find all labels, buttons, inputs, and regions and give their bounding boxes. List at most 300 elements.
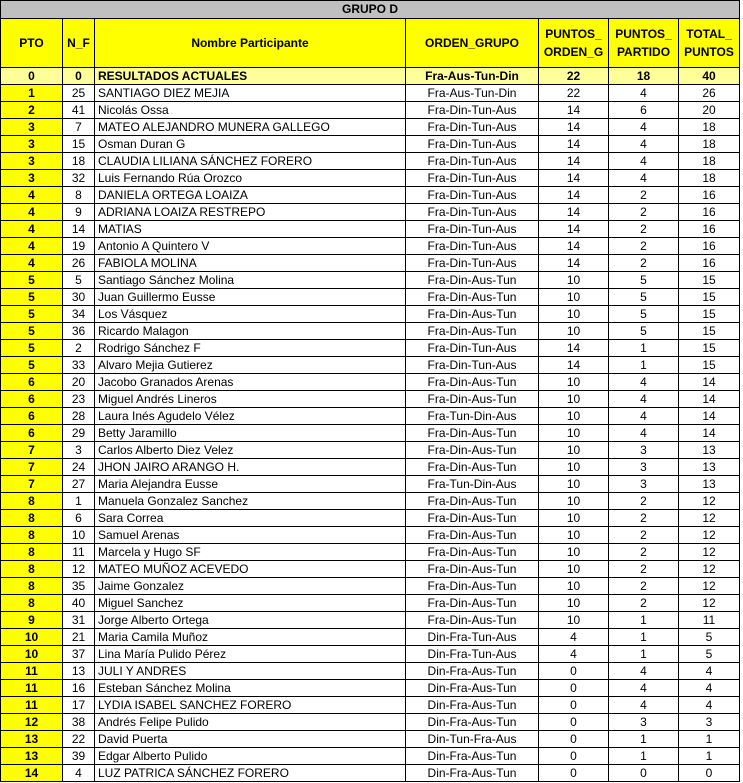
cell-puntos-partido: 4 [609, 425, 679, 442]
cell-nf: 27 [63, 476, 95, 493]
cell-puntos-orden: 10 [539, 323, 609, 340]
cell-orden: Fra-Din-Tun-Aus [406, 255, 539, 272]
cell-orden: Fra-Din-Tun-Aus [406, 119, 539, 136]
cell-orden: Fra-Din-Aus-Tun [406, 374, 539, 391]
cell-name: Samuel Arenas [95, 527, 406, 544]
cell-puntos-orden: 0 [539, 663, 609, 680]
cell-name: CLAUDIA LILIANA SÁNCHEZ FORERO [95, 153, 406, 170]
cell-total: 12 [679, 527, 740, 544]
cell-total: 20 [679, 102, 740, 119]
cell-pto: 3 [1, 170, 63, 187]
cell-name: Miguel Sanchez [95, 595, 406, 612]
cell-orden: Fra-Din-Aus-Tun [406, 578, 539, 595]
cell-puntos-partido: 2 [609, 221, 679, 238]
cell-orden: Fra-Din-Tun-Aus [406, 136, 539, 153]
table-row [1, 170, 740, 187]
cell-pto: 6 [1, 425, 63, 442]
cell-total: 18 [679, 136, 740, 153]
cell-total: 16 [679, 204, 740, 221]
table-row [1, 765, 740, 782]
cell-nf: 39 [63, 748, 95, 765]
table-row [1, 204, 740, 221]
cell-pto: 5 [1, 306, 63, 323]
cell-orden: Fra-Din-Tun-Aus [406, 187, 539, 204]
cell-orden: Fra-Tun-Din-Aus [406, 476, 539, 493]
results-nf: 0 [63, 68, 95, 85]
table-row [1, 561, 740, 578]
cell-total: 14 [679, 408, 740, 425]
cell-puntos-orden: 10 [539, 425, 609, 442]
cell-name: Maria Alejandra Eusse [95, 476, 406, 493]
cell-name: JULI Y ANDRES [95, 663, 406, 680]
cell-orden: Fra-Din-Aus-Tun [406, 289, 539, 306]
cell-pto: 7 [1, 476, 63, 493]
cell-name: Ricardo Malagon [95, 323, 406, 340]
cell-orden: Fra-Din-Tun-Aus [406, 357, 539, 374]
table-row [1, 340, 740, 357]
cell-nf: 30 [63, 289, 95, 306]
cell-nf: 36 [63, 323, 95, 340]
cell-nf: 19 [63, 238, 95, 255]
cell-nf: 32 [63, 170, 95, 187]
cell-puntos-partido: 0 [609, 765, 679, 782]
cell-orden: Fra-Tun-Din-Aus [406, 408, 539, 425]
cell-puntos-partido: 4 [609, 119, 679, 136]
cell-puntos-orden: 0 [539, 697, 609, 714]
table-row [1, 102, 740, 119]
cell-total: 4 [679, 697, 740, 714]
cell-total: 1 [679, 748, 740, 765]
cell-total: 4 [679, 680, 740, 697]
cell-pto: 6 [1, 391, 63, 408]
results-pto: 0 [1, 68, 63, 85]
table-row [1, 680, 740, 697]
cell-pto: 3 [1, 119, 63, 136]
table-row [1, 578, 740, 595]
cell-puntos-orden: 14 [539, 340, 609, 357]
cell-orden: Fra-Din-Tun-Aus [406, 170, 539, 187]
cell-pto: 7 [1, 459, 63, 476]
cell-total: 15 [679, 323, 740, 340]
table-row [1, 153, 740, 170]
table-row [1, 374, 740, 391]
results-name: RESULTADOS ACTUALES [95, 68, 406, 85]
cell-nf: 14 [63, 221, 95, 238]
table-row [1, 221, 740, 238]
cell-name: Jacobo Granados Arenas [95, 374, 406, 391]
cell-name: Andrés Felipe Pulido [95, 714, 406, 731]
header-puntos-partido: PUNTOS_ PARTIDO [609, 19, 679, 68]
cell-pto: 4 [1, 221, 63, 238]
cell-pto: 13 [1, 731, 63, 748]
cell-nf: 28 [63, 408, 95, 425]
cell-name: Manuela Gonzalez Sanchez [95, 493, 406, 510]
cell-puntos-partido: 2 [609, 561, 679, 578]
cell-nf: 24 [63, 459, 95, 476]
cell-puntos-partido: 2 [609, 527, 679, 544]
cell-total: 12 [679, 493, 740, 510]
cell-puntos-orden: 14 [539, 238, 609, 255]
cell-nf: 31 [63, 612, 95, 629]
cell-name: Osman Duran G [95, 136, 406, 153]
cell-nf: 13 [63, 663, 95, 680]
cell-puntos-partido: 1 [609, 646, 679, 663]
cell-name: Nicolás Ossa [95, 102, 406, 119]
cell-total: 18 [679, 153, 740, 170]
cell-nf: 22 [63, 731, 95, 748]
cell-puntos-partido: 2 [609, 510, 679, 527]
table-row [1, 493, 740, 510]
cell-orden: Din-Fra-Aus-Tun [406, 663, 539, 680]
cell-nf: 11 [63, 544, 95, 561]
cell-name: SANTIAGO DIEZ MEJIA [95, 85, 406, 102]
cell-nf: 16 [63, 680, 95, 697]
cell-pto: 5 [1, 272, 63, 289]
cell-puntos-orden: 0 [539, 714, 609, 731]
cell-pto: 8 [1, 527, 63, 544]
cell-name: David Puerta [95, 731, 406, 748]
cell-puntos-orden: 14 [539, 255, 609, 272]
cell-nf: 38 [63, 714, 95, 731]
cell-name: Lina María Pulido Pérez [95, 646, 406, 663]
header-orden: ORDEN_GRUPO [406, 19, 539, 68]
cell-nf: 8 [63, 187, 95, 204]
cell-puntos-partido: 1 [609, 612, 679, 629]
cell-puntos-partido: 2 [609, 578, 679, 595]
cell-nf: 12 [63, 561, 95, 578]
cell-nf: 15 [63, 136, 95, 153]
cell-name: Rodrigo Sánchez F [95, 340, 406, 357]
cell-puntos-orden: 0 [539, 731, 609, 748]
cell-puntos-orden: 10 [539, 442, 609, 459]
header-total: TOTAL_ PUNTOS [679, 19, 740, 68]
cell-pto: 6 [1, 408, 63, 425]
cell-orden: Fra-Din-Aus-Tun [406, 459, 539, 476]
table-row [1, 238, 740, 255]
cell-total: 16 [679, 221, 740, 238]
cell-name: Laura Inés Agudelo Vélez [95, 408, 406, 425]
cell-orden: Din-Fra-Aus-Tun [406, 748, 539, 765]
cell-name: Alvaro Mejia Gutierez [95, 357, 406, 374]
header-name: Nombre Participante [95, 19, 406, 68]
cell-puntos-orden: 14 [539, 357, 609, 374]
cell-name: FABIOLA MOLINA [95, 255, 406, 272]
cell-puntos-partido: 2 [609, 493, 679, 510]
cell-puntos-partido: 4 [609, 153, 679, 170]
cell-pto: 3 [1, 153, 63, 170]
cell-orden: Fra-Din-Aus-Tun [406, 561, 539, 578]
cell-pto: 4 [1, 255, 63, 272]
cell-puntos-partido: 3 [609, 459, 679, 476]
cell-total: 5 [679, 629, 740, 646]
cell-nf: 34 [63, 306, 95, 323]
cell-nf: 40 [63, 595, 95, 612]
cell-puntos-orden: 22 [539, 85, 609, 102]
cell-orden: Fra-Din-Aus-Tun [406, 391, 539, 408]
cell-name: Jaime Gonzalez [95, 578, 406, 595]
table-row [1, 510, 740, 527]
cell-pto: 13 [1, 748, 63, 765]
cell-pto: 8 [1, 578, 63, 595]
cell-puntos-partido: 3 [609, 442, 679, 459]
cell-pto: 10 [1, 646, 63, 663]
cell-nf: 10 [63, 527, 95, 544]
cell-pto: 2 [1, 102, 63, 119]
cell-total: 13 [679, 476, 740, 493]
cell-nf: 6 [63, 510, 95, 527]
group-title: GRUPO D [1, 1, 740, 19]
cell-orden: Fra-Din-Aus-Tun [406, 510, 539, 527]
cell-orden: Fra-Aus-Tun-Din [406, 85, 539, 102]
cell-puntos-orden: 10 [539, 476, 609, 493]
table-row [1, 255, 740, 272]
cell-puntos-partido: 2 [609, 255, 679, 272]
cell-puntos-orden: 14 [539, 136, 609, 153]
cell-name: Miguel Andrés Lineros [95, 391, 406, 408]
cell-puntos-partido: 4 [609, 136, 679, 153]
cell-puntos-partido: 4 [609, 170, 679, 187]
cell-orden: Fra-Din-Tun-Aus [406, 238, 539, 255]
cell-name: MATEO ALEJANDRO MUNERA GALLEGO [95, 119, 406, 136]
cell-pto: 6 [1, 374, 63, 391]
table-row [1, 306, 740, 323]
cell-total: 12 [679, 544, 740, 561]
cell-pto: 4 [1, 187, 63, 204]
cell-total: 18 [679, 119, 740, 136]
table-row [1, 527, 740, 544]
cell-pto: 5 [1, 323, 63, 340]
cell-total: 5 [679, 646, 740, 663]
cell-puntos-partido: 3 [609, 714, 679, 731]
cell-total: 12 [679, 578, 740, 595]
results-row [1, 68, 740, 85]
cell-puntos-partido: 2 [609, 238, 679, 255]
table-row [1, 136, 740, 153]
cell-puntos-orden: 0 [539, 765, 609, 782]
cell-total: 14 [679, 391, 740, 408]
cell-name: Betty Jaramillo [95, 425, 406, 442]
cell-name: Edgar Alberto Pulido [95, 748, 406, 765]
cell-pto: 3 [1, 136, 63, 153]
cell-name: DANIELA ORTEGA LOAIZA [95, 187, 406, 204]
cell-pto: 11 [1, 697, 63, 714]
cell-puntos-orden: 14 [539, 170, 609, 187]
cell-total: 14 [679, 425, 740, 442]
cell-pto: 5 [1, 289, 63, 306]
cell-name: Santiago Sánchez Molina [95, 272, 406, 289]
cell-puntos-orden: 10 [539, 595, 609, 612]
cell-orden: Din-Fra-Tun-Aus [406, 629, 539, 646]
cell-puntos-orden: 4 [539, 629, 609, 646]
cell-total: 16 [679, 255, 740, 272]
cell-puntos-orden: 10 [539, 272, 609, 289]
results-total: 40 [679, 68, 740, 85]
header-pto: PTO [1, 19, 63, 68]
cell-puntos-orden: 4 [539, 646, 609, 663]
cell-puntos-partido: 4 [609, 680, 679, 697]
cell-nf: 25 [63, 85, 95, 102]
results-puntos-orden: 22 [539, 68, 609, 85]
cell-total: 0 [679, 765, 740, 782]
table-row [1, 629, 740, 646]
cell-nf: 21 [63, 629, 95, 646]
cell-orden: Din-Fra-Aus-Tun [406, 714, 539, 731]
cell-puntos-orden: 10 [539, 578, 609, 595]
cell-pto: 10 [1, 629, 63, 646]
cell-orden: Fra-Din-Aus-Tun [406, 527, 539, 544]
cell-puntos-orden: 0 [539, 748, 609, 765]
cell-total: 26 [679, 85, 740, 102]
cell-puntos-orden: 10 [539, 306, 609, 323]
cell-puntos-orden: 10 [539, 289, 609, 306]
table-row [1, 731, 740, 748]
cell-name: Juan Guillermo Eusse [95, 289, 406, 306]
cell-puntos-partido: 1 [609, 748, 679, 765]
cell-pto: 14 [1, 765, 63, 782]
cell-orden: Fra-Din-Tun-Aus [406, 221, 539, 238]
cell-puntos-partido: 1 [609, 731, 679, 748]
cell-pto: 9 [1, 612, 63, 629]
table-row [1, 612, 740, 629]
cell-puntos-orden: 10 [539, 391, 609, 408]
header-nf: N_F [63, 19, 95, 68]
table-row [1, 442, 740, 459]
cell-name: LYDIA ISABEL SANCHEZ FORERO [95, 697, 406, 714]
cell-name: Jorge Alberto Ortega [95, 612, 406, 629]
cell-puntos-orden: 10 [539, 374, 609, 391]
cell-name: Sara Correa [95, 510, 406, 527]
cell-nf: 1 [63, 493, 95, 510]
cell-puntos-partido: 1 [609, 357, 679, 374]
cell-puntos-orden: 10 [539, 561, 609, 578]
cell-total: 1 [679, 731, 740, 748]
cell-puntos-partido: 4 [609, 697, 679, 714]
cell-nf: 3 [63, 442, 95, 459]
table-row [1, 272, 740, 289]
table-row [1, 391, 740, 408]
cell-puntos-partido: 2 [609, 595, 679, 612]
cell-pto: 12 [1, 714, 63, 731]
cell-total: 13 [679, 442, 740, 459]
cell-puntos-orden: 10 [539, 459, 609, 476]
cell-orden: Fra-Din-Tun-Aus [406, 204, 539, 221]
cell-puntos-partido: 5 [609, 272, 679, 289]
cell-puntos-partido: 2 [609, 187, 679, 204]
table-row [1, 663, 740, 680]
cell-pto: 8 [1, 493, 63, 510]
cell-orden: Fra-Din-Aus-Tun [406, 612, 539, 629]
cell-nf: 33 [63, 357, 95, 374]
cell-nf: 26 [63, 255, 95, 272]
cell-orden: Fra-Din-Aus-Tun [406, 425, 539, 442]
table-row [1, 357, 740, 374]
table-row [1, 476, 740, 493]
cell-puntos-partido: 1 [609, 629, 679, 646]
cell-total: 15 [679, 289, 740, 306]
cell-orden: Fra-Din-Aus-Tun [406, 544, 539, 561]
cell-orden: Fra-Din-Aus-Tun [406, 306, 539, 323]
cell-pto: 5 [1, 357, 63, 374]
cell-orden: Din-Fra-Aus-Tun [406, 697, 539, 714]
table-row [1, 595, 740, 612]
cell-orden: Fra-Din-Tun-Aus [406, 340, 539, 357]
cell-orden: Din-Fra-Aus-Tun [406, 765, 539, 782]
cell-puntos-orden: 14 [539, 221, 609, 238]
cell-total: 11 [679, 612, 740, 629]
cell-name: MATEO MUÑOZ ACEVEDO [95, 561, 406, 578]
cell-name: Maria Camila Muñoz [95, 629, 406, 646]
table-row [1, 187, 740, 204]
cell-nf: 23 [63, 391, 95, 408]
table-row [1, 459, 740, 476]
cell-nf: 17 [63, 697, 95, 714]
cell-puntos-orden: 14 [539, 153, 609, 170]
cell-puntos-partido: 5 [609, 306, 679, 323]
cell-puntos-partido: 2 [609, 204, 679, 221]
cell-name: Esteban Sánchez Molina [95, 680, 406, 697]
cell-puntos-orden: 10 [539, 527, 609, 544]
cell-puntos-partido: 3 [609, 476, 679, 493]
cell-puntos-orden: 14 [539, 187, 609, 204]
table-row [1, 408, 740, 425]
cell-total: 18 [679, 170, 740, 187]
cell-orden: Fra-Din-Aus-Tun [406, 442, 539, 459]
cell-orden: Fra-Din-Tun-Aus [406, 153, 539, 170]
cell-puntos-orden: 14 [539, 102, 609, 119]
cell-total: 13 [679, 459, 740, 476]
cell-name: LUZ PATRICA SÁNCHEZ FORERO [95, 765, 406, 782]
cell-total: 12 [679, 510, 740, 527]
cell-nf: 37 [63, 646, 95, 663]
cell-name: Marcela y Hugo SF [95, 544, 406, 561]
cell-pto: 8 [1, 544, 63, 561]
table-row [1, 714, 740, 731]
cell-name: Luis Fernando Rúa Orozco [95, 170, 406, 187]
cell-total: 14 [679, 374, 740, 391]
cell-orden: Din-Tun-Fra-Aus [406, 731, 539, 748]
cell-puntos-partido: 5 [609, 323, 679, 340]
table-row [1, 323, 740, 340]
cell-puntos-partido: 4 [609, 391, 679, 408]
cell-pto: 4 [1, 204, 63, 221]
cell-total: 15 [679, 340, 740, 357]
cell-pto: 4 [1, 238, 63, 255]
cell-puntos-partido: 6 [609, 102, 679, 119]
cell-name: Antonio A Quintero V [95, 238, 406, 255]
cell-total: 12 [679, 561, 740, 578]
cell-nf: 9 [63, 204, 95, 221]
header-row [1, 19, 740, 68]
cell-orden: Din-Fra-Aus-Tun [406, 680, 539, 697]
cell-total: 12 [679, 595, 740, 612]
cell-total: 15 [679, 306, 740, 323]
cell-puntos-orden: 0 [539, 680, 609, 697]
cell-nf: 7 [63, 119, 95, 136]
cell-nf: 35 [63, 578, 95, 595]
cell-puntos-orden: 10 [539, 544, 609, 561]
cell-nf: 29 [63, 425, 95, 442]
cell-puntos-partido: 4 [609, 408, 679, 425]
cell-pto: 11 [1, 680, 63, 697]
table-row [1, 697, 740, 714]
cell-puntos-orden: 10 [539, 510, 609, 527]
results-orden: Fra-Aus-Tun-Din [406, 68, 539, 85]
cell-nf: 18 [63, 153, 95, 170]
cell-name: Los Vásquez [95, 306, 406, 323]
cell-nf: 2 [63, 340, 95, 357]
cell-puntos-partido: 4 [609, 374, 679, 391]
cell-puntos-partido: 2 [609, 544, 679, 561]
